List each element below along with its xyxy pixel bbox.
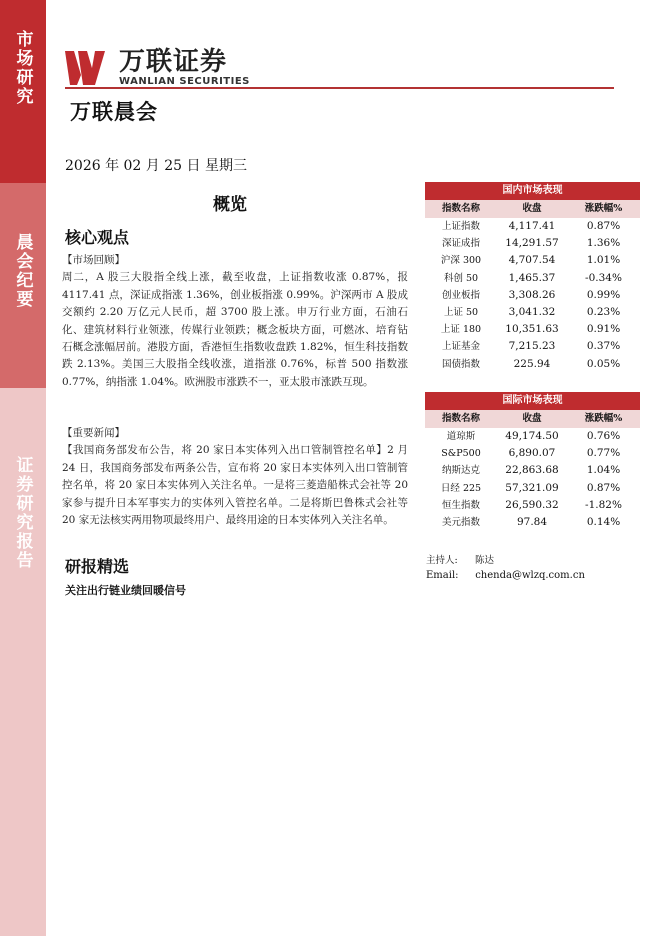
host-label: 主持人: (426, 555, 458, 566)
logo-text-en: WANLIAN SECURITIES (119, 76, 250, 87)
host-name: 陈达 (475, 555, 495, 566)
news-block (62, 425, 408, 529)
domestic-table-header (425, 200, 640, 218)
index-name-cell: S&P500 (441, 448, 481, 460)
research-heading: 研报精选 (65, 557, 130, 576)
close-value-cell: 57,321.09 (505, 481, 559, 494)
table-row (425, 514, 640, 531)
change-pct-cell: 0.14% (586, 515, 621, 528)
close-value-cell: 4,117.41 (508, 220, 556, 232)
change-pct-cell: 0.23% (586, 305, 621, 318)
col-header-close: 收盘 (522, 203, 542, 214)
core-views-heading: 核心观点 (65, 228, 130, 247)
col-header-name: 指数名称 (441, 203, 480, 214)
close-value-cell: 49,174.50 (505, 430, 559, 442)
index-name-cell: 纳斯达克 (441, 465, 480, 477)
table-row (425, 480, 640, 497)
index-name-cell: 恒生指数 (441, 499, 480, 511)
close-value-cell: 1,465.37 (508, 271, 556, 284)
col-header-change: 涨跌幅% (584, 413, 623, 424)
col-header-name: 指数名称 (441, 413, 480, 424)
intl-market-table (425, 392, 640, 531)
change-pct-cell: 1.01% (586, 254, 621, 267)
col-header-close: 收盘 (522, 413, 542, 424)
sidebar-section-report (0, 388, 46, 936)
domestic-table-title: 国内市场表现 (425, 182, 640, 200)
page-title: 万联晨会 (70, 99, 158, 124)
table-row (425, 321, 640, 338)
index-name-cell: 创业板指 (441, 289, 480, 301)
host-line (426, 552, 494, 566)
company-logo (65, 48, 250, 87)
change-pct-cell: 0.91% (586, 323, 621, 336)
close-value-cell: 225.94 (513, 357, 551, 370)
index-name-cell: 上证 50 (443, 306, 479, 318)
sidebar-section-morning (0, 183, 46, 388)
table-row (425, 497, 640, 514)
left-sidebar (0, 0, 46, 936)
change-pct-cell: 0.37% (586, 340, 621, 353)
index-name-cell: 深证成指 (441, 238, 480, 250)
table-row (425, 270, 640, 287)
news-text: 【我国商务部发布公告，将 20 家日本实体列入出口管制管控名单】2 月 24 日，我国商务部发布两条公告，宣布将 20 家日本实体列入出口管制管控名单，将 20 家日本实体列入关注名单。一是将三菱造船株式会社等 20 家参与提升日本军事实力的实体列入管控名单。二是将斯巴鲁株式会社等 20 家无法核实两用物项最终用户、最终用途的日本实体列入关注名单。 (62, 444, 408, 527)
overview-heading: 概览 (213, 195, 247, 215)
close-value-cell: 22,863.68 (505, 464, 559, 477)
close-value-cell: 6,890.07 (508, 447, 556, 460)
table-row (425, 462, 640, 479)
table-row (425, 356, 640, 373)
market-review-text: 周二，A 股三大股指全线上涨，截至收盘，上证指数收涨 0.87%，报 4117.41 点，深证成指涨 1.36%，创业板指涨 0.99%。沪深两市 A 股成交额约 2.20 万亿元人民币，超 3700 股上涨。申万行业方面，石油石化、建筑材料行业领涨，传媒行业领跌；概念板块方面，可燃冰、培育钻石概念涨幅居前。港股方面，香港恒生指数收盘跌 1.82%，恒生科技指数跌 2.13%。美国三大股指全线收涨，道指涨 0.76%，标普 500 指数涨 0.77%，纳指涨 1.04%。欧洲股市涨跌不一，亚太股市涨跌互现。 (62, 271, 408, 388)
table-row (425, 218, 640, 235)
index-name-cell: 美元指数 (441, 516, 480, 528)
index-name-cell: 国债指数 (441, 358, 480, 370)
change-pct-cell: 0.76% (586, 430, 621, 442)
index-name-cell: 上证指数 (441, 221, 480, 232)
index-name-cell: 上证基金 (441, 341, 480, 353)
change-pct-cell: 0.05% (586, 357, 621, 370)
change-pct-cell: -0.34% (585, 271, 622, 284)
change-pct-cell: 1.36% (586, 237, 621, 250)
sidebar-label-morning: 晨会纪要 (12, 233, 33, 309)
email-address[interactable]: chenda@wlzq.com.cn (475, 570, 585, 581)
email-label: Email: (426, 570, 459, 581)
table-row (425, 304, 640, 321)
index-name-cell: 道琼斯 (446, 431, 476, 442)
market-review-tag: 【市场回顾】 (62, 254, 125, 266)
change-pct-cell: 0.99% (586, 288, 621, 301)
close-value-cell: 3,041.32 (508, 305, 556, 318)
close-value-cell: 3,308.26 (508, 288, 556, 301)
sidebar-label-report: 证券研究报告 (12, 456, 33, 570)
research-item-link[interactable]: 关注出行链业绩回暖信号 (65, 584, 186, 597)
close-value-cell: 97.84 (516, 515, 548, 528)
change-pct-cell: -1.82% (585, 498, 622, 511)
close-value-cell: 4,707.54 (508, 254, 556, 267)
change-pct-cell: 0.87% (586, 481, 621, 494)
email-line (426, 570, 585, 581)
col-header-change: 涨跌幅% (584, 203, 623, 214)
change-pct-cell: 0.77% (586, 447, 621, 460)
sidebar-section-market (0, 0, 46, 183)
intl-table-title: 国际市场表现 (425, 392, 640, 410)
close-value-cell: 14,291.57 (505, 237, 559, 250)
intl-table-header (425, 410, 640, 428)
index-name-cell: 上证 180 (440, 324, 482, 336)
close-value-cell: 7,215.23 (508, 340, 556, 353)
market-review-block (62, 252, 408, 391)
table-row (425, 252, 640, 269)
table-row (425, 445, 640, 462)
sidebar-label-market: 市场研究 (12, 30, 33, 106)
index-name-cell: 日经 225 (440, 482, 482, 494)
change-pct-cell: 1.04% (586, 464, 621, 477)
table-row (425, 428, 640, 445)
close-value-cell: 10,351.63 (505, 323, 559, 336)
change-pct-cell: 0.87% (586, 220, 621, 232)
domestic-market-table (425, 182, 640, 373)
close-value-cell: 26,590.32 (505, 498, 559, 511)
index-name-cell: 科创 50 (443, 272, 479, 284)
report-date: 2026 年 02 月 25 日 星期三 (65, 158, 247, 174)
index-name-cell: 沪深 300 (440, 255, 482, 267)
table-row (425, 287, 640, 304)
table-row (425, 235, 640, 252)
news-tag: 【重要新闻】 (62, 427, 125, 439)
table-row (425, 338, 640, 355)
logo-text-cn: 万联证券 (119, 47, 228, 77)
wanlian-logo-icon (65, 51, 113, 85)
header-divider (65, 87, 614, 89)
